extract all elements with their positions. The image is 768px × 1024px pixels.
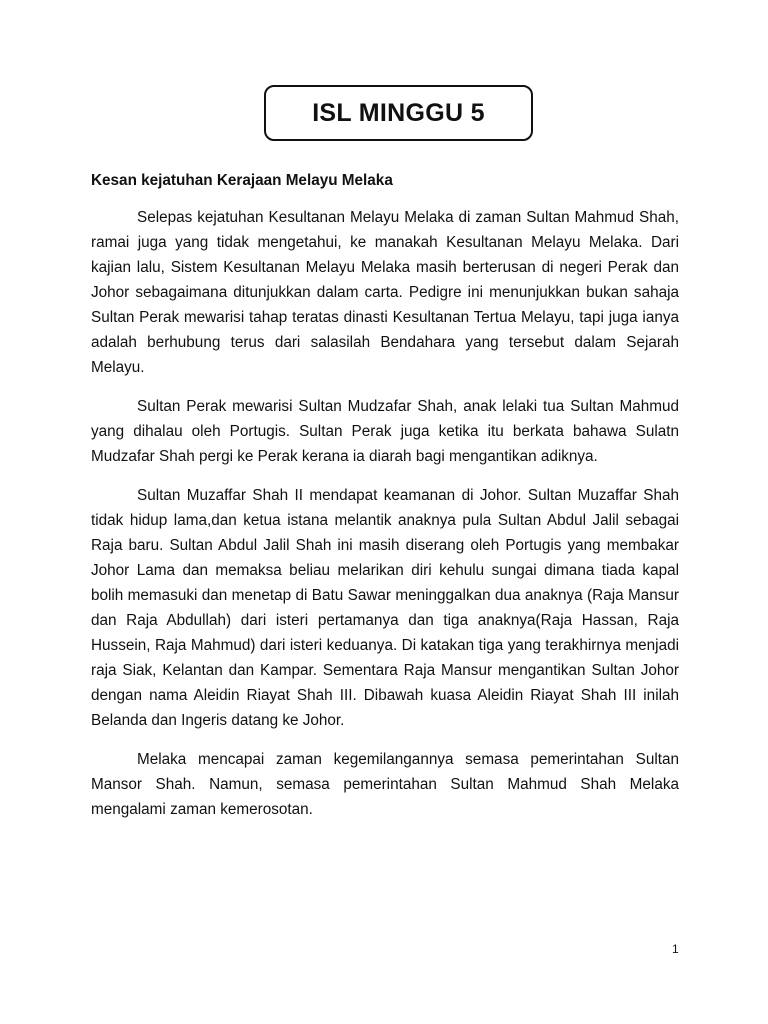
paragraph-4: Melaka mencapai zaman kegemilangannya semasa pemerintahan Sultan Mansor Shah. Namun, semasa pemerintahan Sultan Mahmud Shah Melaka mengalami zaman kemerosotan. [91,751,679,818]
document-title: ISL MINGGU 5 [312,98,485,127]
paragraph-2: Sultan Perak mewarisi Sultan Mudzafar Shah, anak lelaki tua Sultan Mahmud yang dihalau oleh Portugis. Sultan Perak juga ketika itu berkata bahawa Sulatn Mudzafar Shah pergi ke Perak kerana ia diarah bagi mengantikan adiknya. [91,398,679,465]
page-number: 1 [672,942,679,956]
paragraph-3: Sultan Muzaffar Shah II mendapat keamanan di Johor. Sultan Muzaffar Shah tidak hidup lama,dan ketua istana melantik anaknya pula Sultan Abdul Jalil sebagai Raja baru. Sultan Abdul Jalil Shah ini masih diserang oleh Portugis yang membakar Johor Lama dan memaksa beliau melarikan diri kehulu sungai dimana tiada kapal bolih memasuki dan menetap di Batu Sawar meninggalkan dua anaknya (Raja Mansur dan Raja Abdullah) dari isteri pertamanya dan tiga anaknya(Raja Hassan, Raja Hussein, Raja Mahmud) dari isteri keduanya. Di katakan tiga yang terakhirnya menjadi raja Siak, Kelantan dan Kampar. Sementara Raja Mansur mengantikan Sultan Johor dengan nama Aleidin Riayat Shah III. Dibawah kuasa Aleidin Riayat Shah III inilah Belanda dan Ingeris datang ke Johor. [91,487,679,729]
paragraph-1: Selepas kejatuhan Kesultanan Melayu Melaka di zaman Sultan Mahmud Shah, ramai juga yang tidak mengetahui, ke manakah Kesultanan Melayu Melaka. Dari kajian lalu, Sistem Kesultanan Melayu Melaka masih berterusan di negeri Perak dan Johor sebagaimana ditunjukkan dalam carta. Pedigre ini menunjukkan bukan sahaja Sultan Perak mewarisi tahap teratas dinasti Kesultanan Tertua Melayu, tapi juga ianya adalah berhubung terus dari salasilah Bendahara yang tersebut dalam Sejarah Melayu. [91,209,679,376]
title-box [264,85,533,141]
document-body [91,168,679,836]
section-heading: Kesan kejatuhan Kerajaan Melayu Melaka [91,172,393,189]
